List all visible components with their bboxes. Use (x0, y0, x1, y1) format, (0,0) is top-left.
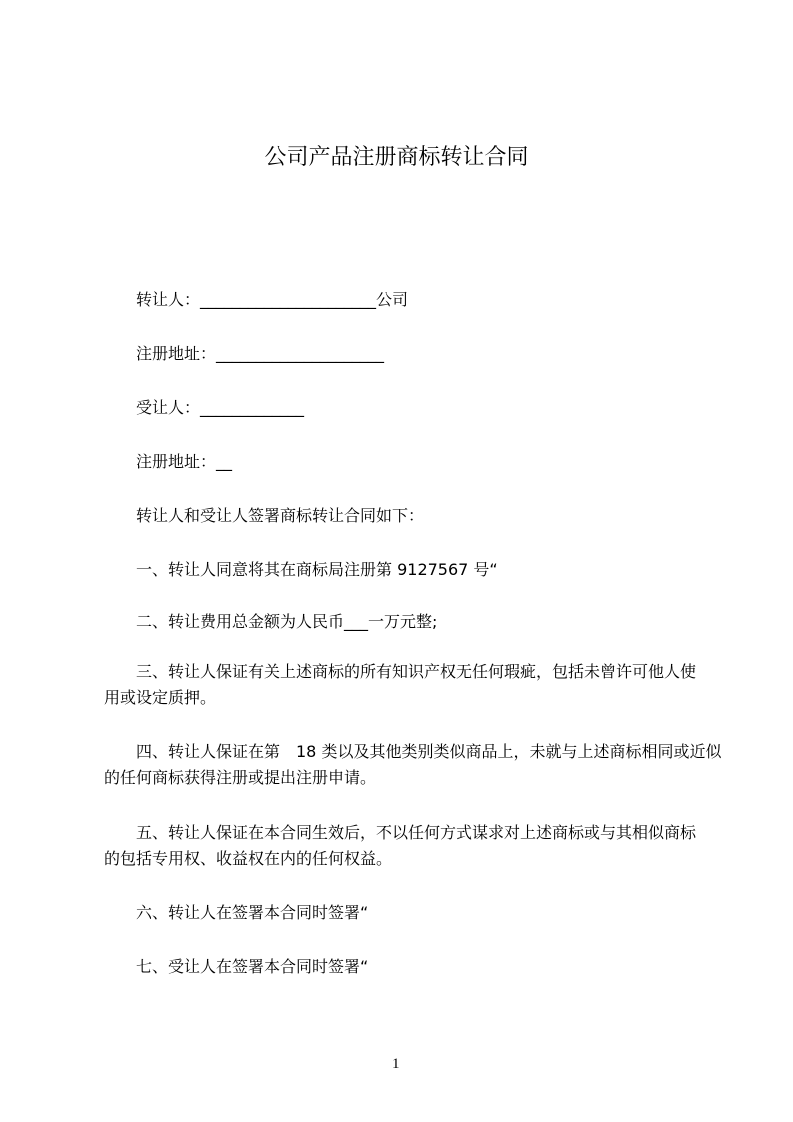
transferor-address-line: 注册地址：_____________________ (136, 344, 385, 363)
clause-6: 六、转让人在签署本合同时签署“ (136, 903, 369, 922)
page-number: 1 (392, 1056, 400, 1072)
transferee-address-line: 注册地址：__ (136, 452, 233, 471)
clause-2: 二、转让费用总金额为人民币___一万元整; (136, 612, 438, 631)
clause-1: 一、转让人同意将其在商标局注册第 9127567 号“ (136, 560, 498, 579)
clause-7: 七、受让人在签署本合同时签署“ (136, 957, 369, 976)
clause-3-line-2: 用或设定质押。 (104, 688, 217, 707)
document-title: 公司产品注册商标转让合同 (264, 145, 529, 170)
clause-5-line-2: 的包括专用权、收益权在内的任何权益。 (104, 849, 393, 868)
clause-3-line-1: 三、转让人保证有关上述商标的所有知识产权无任何瑕疵，包括未曾许可他人使 (136, 662, 697, 681)
clause-4-line-2: 的任何商标获得注册或提出注册申请。 (104, 768, 377, 787)
clause-5-line-1: 五、转让人保证在本合同生效后，不以任何方式谋求对上述商标或与其相似商标 (136, 823, 697, 842)
transferee-line: 受让人：_____________ (136, 398, 305, 417)
contract-intro: 转让人和受让人签署商标转让合同如下： (136, 506, 425, 525)
transferor-line: 转让人：______________________公司 (136, 290, 409, 309)
clause-4-line-1: 四、转让人保证在第 18 类以及其他类别类似商品上，未就与上述商标相同或近似 (136, 742, 722, 761)
